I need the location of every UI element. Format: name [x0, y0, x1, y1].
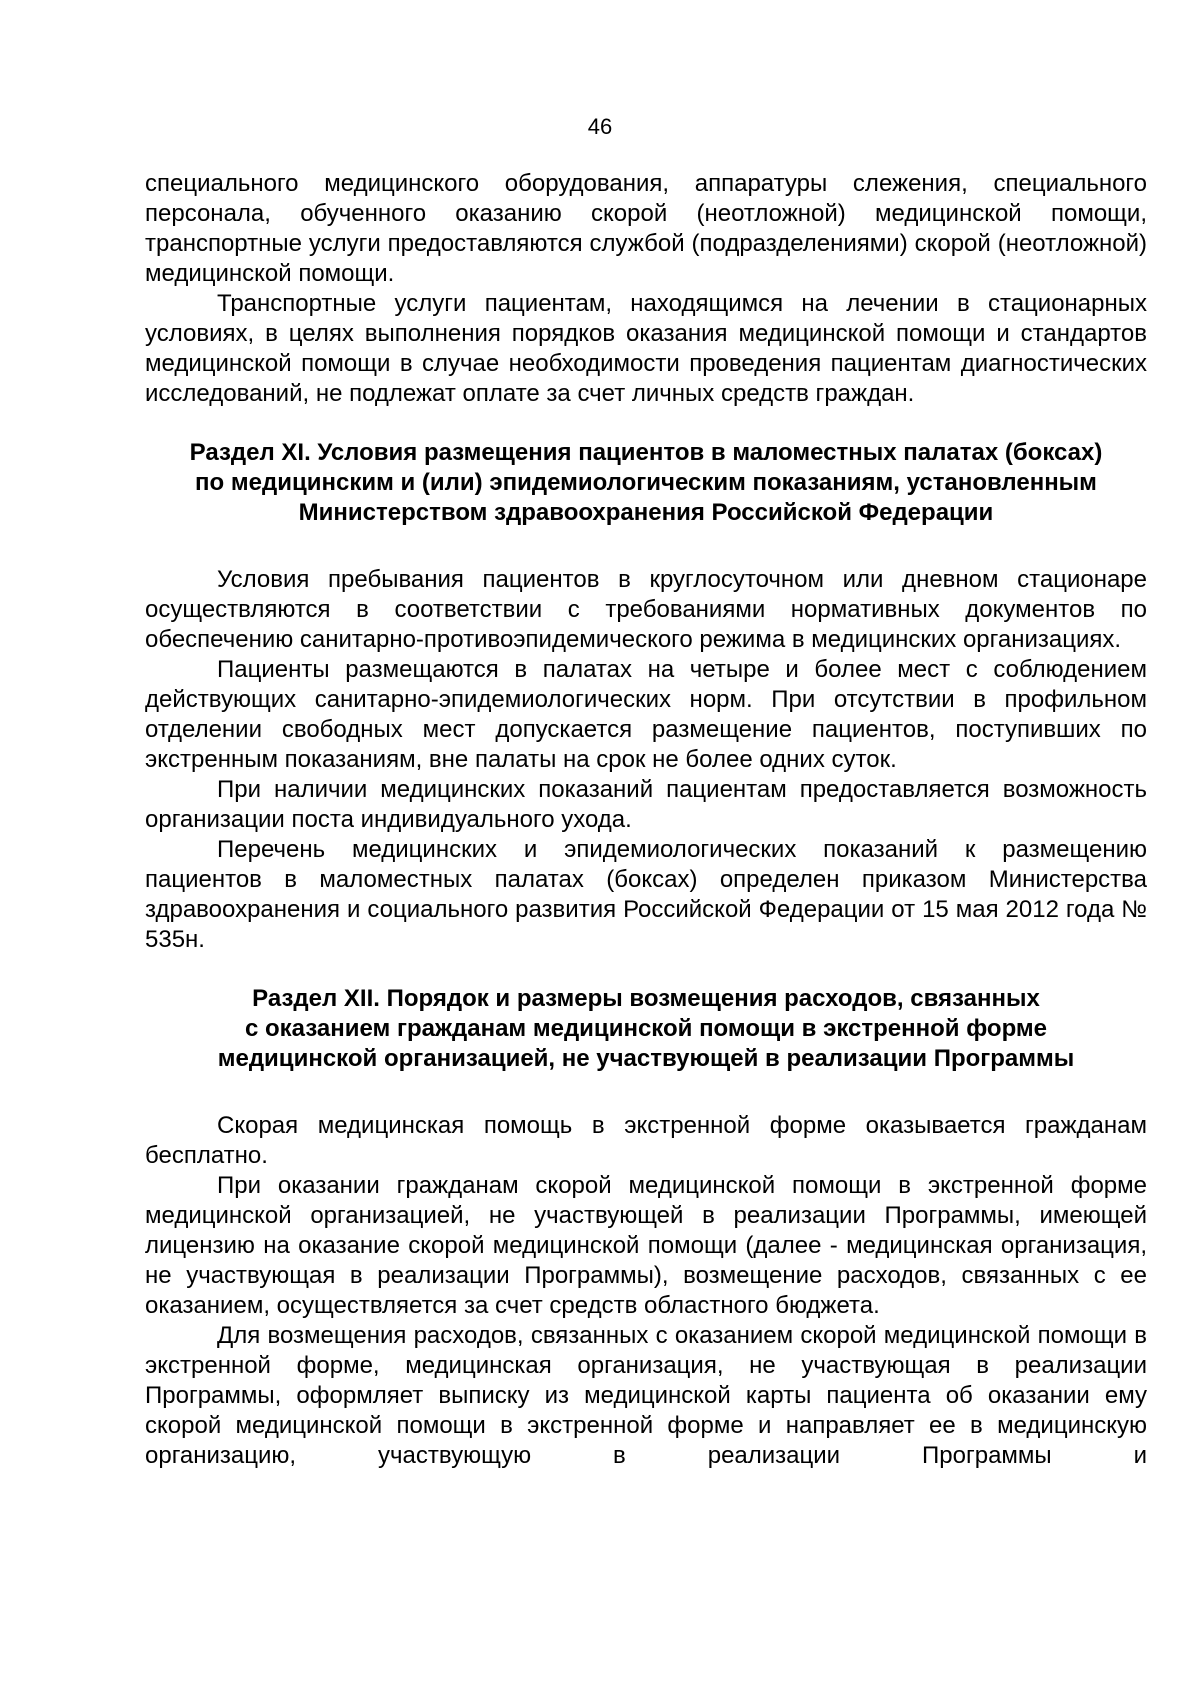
heading-line: медицинской организацией, не участвующей в реализации Программы — [217, 1045, 1075, 1072]
paragraph: Перечень медицинских и эпидемиологических показаний к размещению пациентов в маломестных палатах (боксах) определен приказом Министерства здравоохранения и социального развития Российской Федерации от 15 мая 2012 года № 535н. — [145, 836, 1147, 953]
paragraph: Скорая медицинская помощь в экстренной форме оказывается гражданам бесплатно. — [145, 1112, 1147, 1169]
heading-line: Министерством здравоохранения Российской Федерации — [298, 499, 994, 526]
heading-line: Раздел XII. Порядок и размеры возмещения расходов, связанных — [252, 985, 1040, 1012]
page-content — [145, 169, 1147, 1471]
heading-line: с оказанием гражданам медицинской помощи в экстренной форме — [244, 1015, 1048, 1042]
paragraph: При наличии медицинских показаний пациентам предоставляется возможность организации поста индивидуального ухода. — [145, 776, 1147, 833]
paragraph: специального медицинского оборудования, аппаратуры слежения, специального персонала, обученного оказанию скорой (неотложной) медицинской помощи, транспортные услуги предоставляются службой (подразделениями) скорой (неотложной) медицинской помощи. — [145, 170, 1147, 287]
paragraph: При оказании гражданам скорой медицинской помощи в экстренной форме медицинской организацией, не участвующей в реализации Программы, имеющей лицензию на оказание скорой медицинской помощи (далее - медицинская организация, не участвующая в реализации Программы), возмещение расходов, связанных с ее оказанием, осуществляется за счет средств областного бюджета. — [145, 1172, 1147, 1319]
heading-line: по медицинским и (или) эпидемиологическим показаниям, установленным — [195, 469, 1097, 496]
paragraph: Для возмещения расходов, связанных с оказанием скорой медицинской помощи в экстренной форме, медицинская организация, не участвующая в реализации Программы, оформляет выписку из медицинской карты пациента об оказании ему скорой медицинской помощи в экстренной форме и направляет ее в медицинскую организацию, участвующую в реализации Программы и — [145, 1322, 1147, 1469]
paragraph: Транспортные услуги пациентам, находящимся на лечении в стационарных условиях, в целях выполнения порядков оказания медицинской помощи и стандартов медицинской помощи в случае необходимости проведения пациентам диагностических исследований, не подлежат оплате за счет личных средств граждан. — [145, 290, 1147, 407]
paragraph: Условия пребывания пациентов в круглосуточном или дневном стационаре осуществляются в соответствии с требованиями нормативных документов по обеспечению санитарно-противоэпидемического режима в медицинских организациях. — [145, 566, 1147, 653]
section-heading-xii — [145, 984, 1147, 1074]
paragraph: Пациенты размещаются в палатах на четыре и более мест с соблюдением действующих санитарно-эпидемиологических норм. При отсутствии в профильном отделении свободных мест допускается размещение пациентов, поступивших по экстренным показаниям, вне палаты на срок не более одних суток. — [145, 656, 1147, 773]
page-number: 46 — [587, 114, 613, 139]
section-heading-xi — [145, 438, 1147, 528]
heading-line: Раздел XI. Условия размещения пациентов в маломестных палатах (боксах) — [189, 439, 1103, 466]
